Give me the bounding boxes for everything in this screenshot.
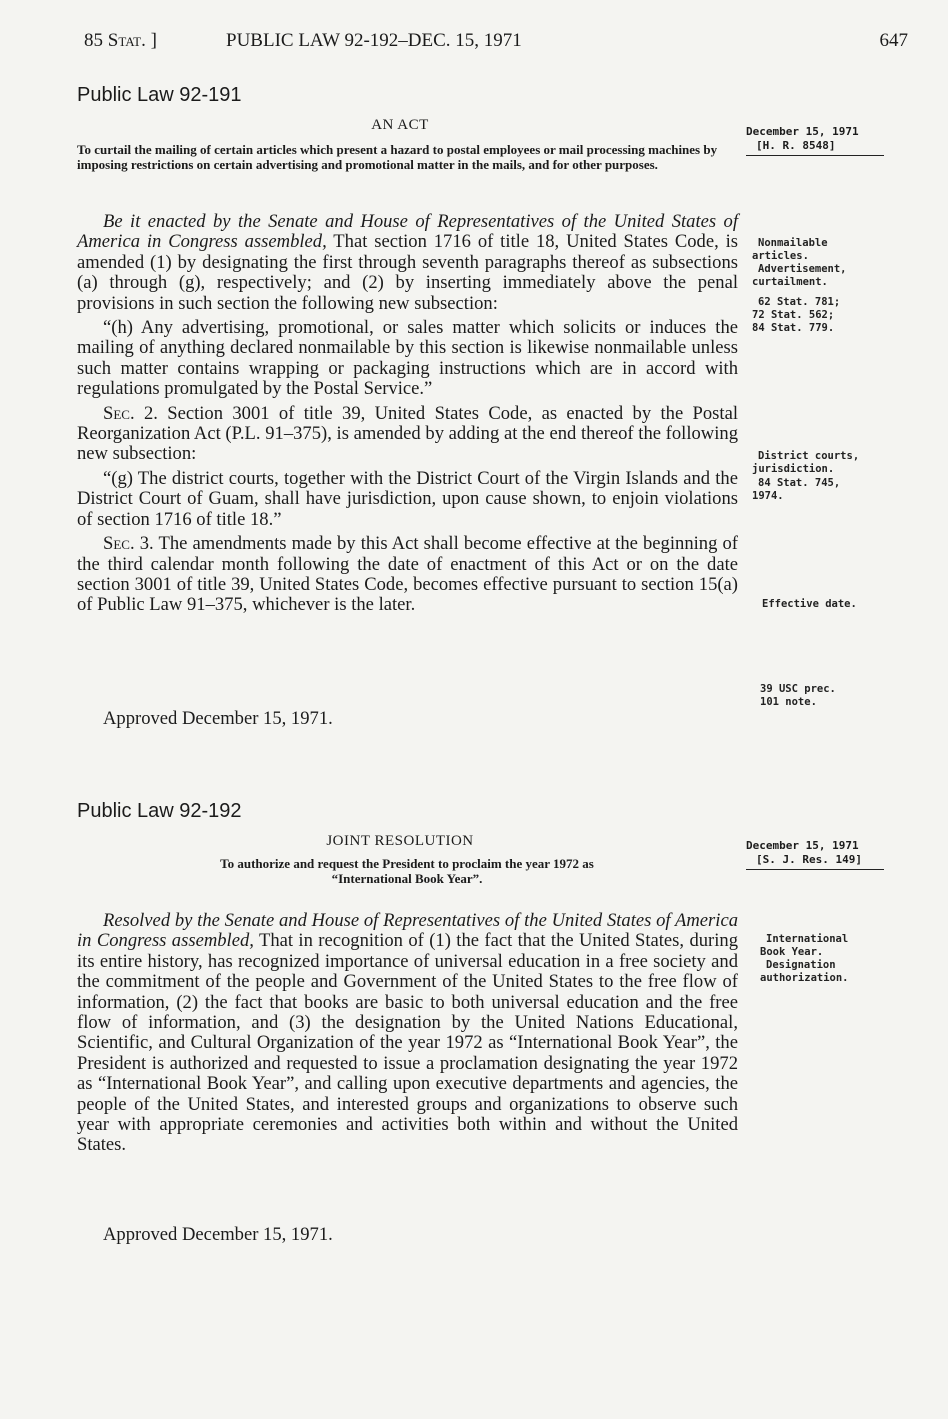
margin-note-effective-date: Effective date. bbox=[762, 598, 857, 610]
margin-note-stat-refs: 62 Stat. 781; 72 Stat. 562; 84 Stat. 779. bbox=[752, 296, 841, 334]
approved-line-2: Approved December 15, 1971. bbox=[103, 1224, 333, 1245]
law1-body bbox=[77, 212, 738, 616]
law2-body bbox=[77, 911, 738, 1156]
margin-note-nonmailable: Nonmailable articles. Advertisement, curtailment. bbox=[752, 237, 847, 288]
margin-note-district-stat: 84 Stat. 745, 1974. bbox=[752, 477, 841, 502]
act-purpose: To curtail the mailing of certain articles which present a hazard to postal employees or mail processing machines by imposing restrictions on certain advertising and promotional matter in the mails, and for other purposes. bbox=[77, 142, 718, 172]
date-rule bbox=[746, 155, 884, 156]
margin-note-district-courts: District courts, jurisdiction. bbox=[752, 450, 860, 475]
bill-reference: [H. R. 8548] bbox=[756, 139, 836, 152]
section-3: Sec. 3. The amendments made by this Act shall become effective at the beginning of the third calendar month following the date of enactment of this Act or on the date section 3001 of title 39, United States Code, becomes effective pursuant to section 15(a) of Public Law 91–375, whichever is the later. bbox=[77, 533, 738, 616]
resolving-clause: Resolved by the Senate and House of Representatives of the United States of America in Congress assembled, That in recognition of (1) the fact that the United States, during its entire history, has recognized importance of universal education in a free society and the commitment of the people and Government of the United States to the free flow of information, (2) the fact that books are basic to both universal education and the free flow of information, and (3) the designation by the United Nations Educational, Scientific, and Cultural Organization of the year 1972 as “International Book Year”, the President is authorized and requested to issue a proclamation designating the year 1972 as “International Book Year”, and calling upon executive departments and agencies, the people of the United States, and interested groups and organizations to observe such year with appropriate ceremonies and activities both within and without the United States. bbox=[77, 910, 738, 1156]
subsection-g: “(g) The district courts, together with the District Court of the Virgin Islands and the District Court of Guam, shall have jurisdiction, upon cause shown, to enjoin violations of section 1716 of title 18.” bbox=[77, 467, 738, 530]
act-type-label: AN ACT bbox=[371, 117, 429, 133]
law-heading-92-191: Public Law 92-191 bbox=[77, 84, 242, 106]
enactment-date-block-2 bbox=[746, 839, 886, 870]
margin-note-book-year: International Book Year. Designation authorization. bbox=[760, 933, 849, 984]
date-rule bbox=[746, 869, 884, 870]
section-2: Sec. 2. Section 3001 of title 39, United States Code, as enacted by the Postal Reorganization Act (P.L. 91–375), is amended by adding at the end thereof the following new subsection: bbox=[77, 402, 738, 465]
page-number: 647 bbox=[879, 30, 908, 51]
margin-note-usc: 39 USC prec. 101 note. bbox=[760, 683, 836, 708]
joint-resolution-label: JOINT RESOLUTION bbox=[326, 833, 474, 849]
law-heading-92-192: Public Law 92-192 bbox=[77, 800, 242, 822]
resolution-purpose: To authorize and request the President to proclaim the year 1972 as “International Book Year”. bbox=[220, 856, 594, 886]
enacting-clause: Be it enacted by the Senate and House of Representatives of the United States of America in Congress assembled, That section 1716 of title 18, United States Code, is amended (1) by designating the first through seventh paragraphs thereof as subsections (a) through (g), respectively; and (2) by inserting immediately above the penal provisions in such section the following new subsection: bbox=[77, 211, 739, 314]
running-title: PUBLIC LAW 92-192–DEC. 15, 1971 bbox=[226, 30, 522, 51]
stat-reference: 85 Stat. ] bbox=[84, 30, 157, 51]
bill-reference: [S. J. Res. 149] bbox=[756, 853, 862, 866]
enactment-date: December 15, 1971 bbox=[746, 839, 859, 852]
enactment-date-block-1 bbox=[746, 125, 886, 156]
subsection-h: “(h) Any advertising, promotional, or sales matter which solicits or induces the mailing of anything declared nonmailable by this section is likewise nonmailable unless such matter contains wrapping or packaging instructions which are in accord with regulations promulgated by the Postal Service.” bbox=[77, 317, 738, 400]
page-header bbox=[84, 30, 908, 56]
approved-line-1: Approved December 15, 1971. bbox=[103, 708, 333, 729]
enactment-date: December 15, 1971 bbox=[746, 125, 859, 138]
